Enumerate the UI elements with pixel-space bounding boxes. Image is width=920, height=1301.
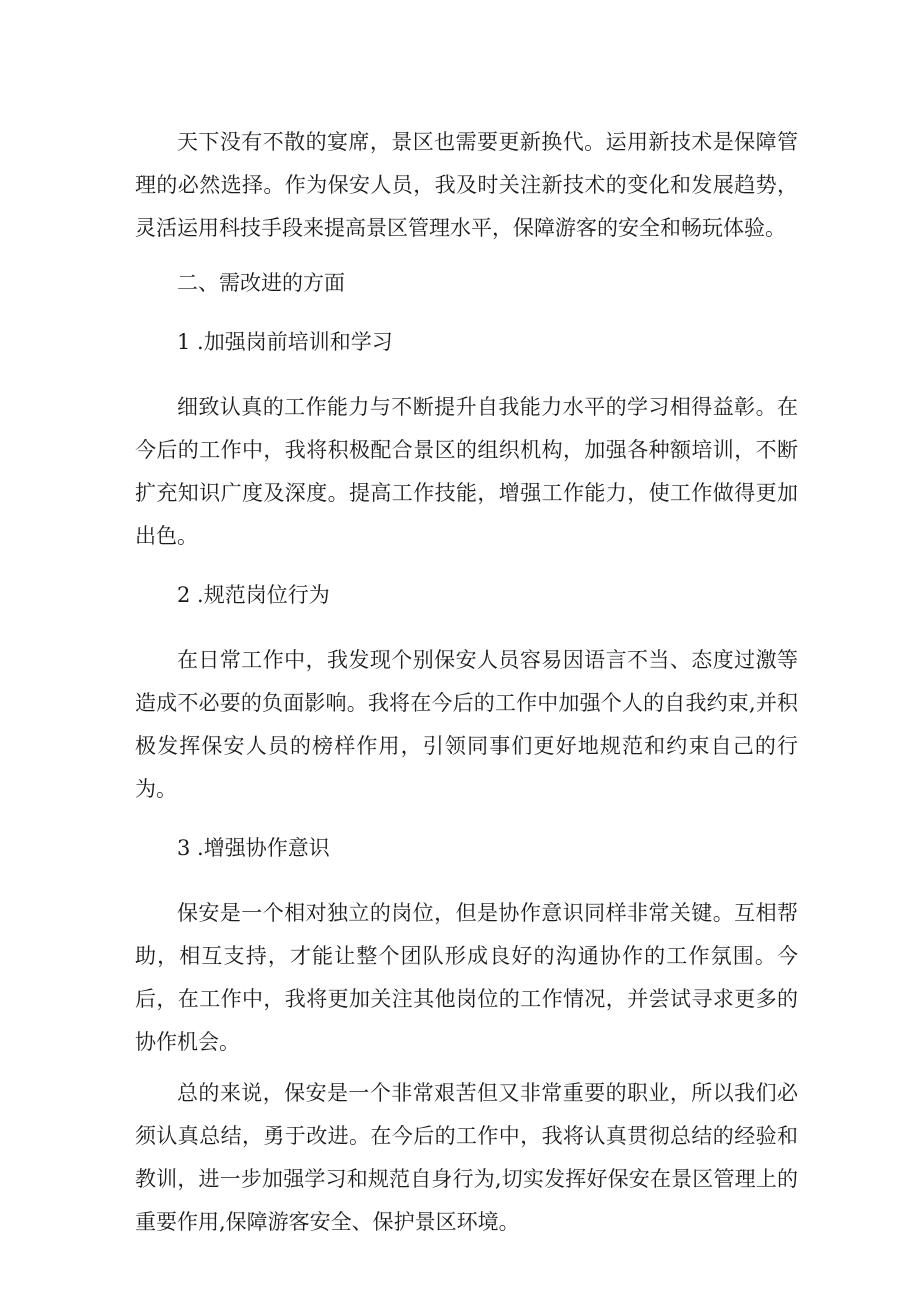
paragraph-new-technology: 天下没有不散的宴席，景区也需要更新换代。运用新技术是保障管理的必然选择。作为保安人员，我及时关注新技术的变化和发展趋势，灵活运用科技手段来提高景区管理水平，保障游客的安全和畅玩体验。 bbox=[135, 130, 798, 240]
section-heading-improvements: 二、需改进的方面 bbox=[177, 271, 345, 295]
subheading-training: 1 .加强岗前培训和学习 bbox=[177, 330, 393, 354]
paragraph-conclusion: 总的来说，保安是一个非常艰苦但又非常重要的职业，所以我们必须认真总结，勇于改进。在今后的工作中，我将认真贯彻总结的经验和教训，进一步加强学习和规范自身行为,切实发挥好保安在景区管理上的重要作用,保障游客安全、保护景区环境。 bbox=[135, 1081, 798, 1234]
subheading-conduct: 2 .规范岗位行为 bbox=[177, 583, 330, 607]
paragraph-training: 细致认真的工作能力与不断提升自我能力水平的学习相得益彰。在今后的工作中，我将积极配合景区的组织机构，加强各种额培训，不断扩充知识广度及深度。提高工作技能，增强工作能力，使工作做得更加出色。 bbox=[135, 395, 798, 548]
subheading-cooperation: 3 .增强协作意识 bbox=[177, 836, 330, 860]
paragraph-cooperation: 保安是一个相对独立的岗位，但是协作意识同样非常关键。互相帮助，相互支持，才能让整个团队形成良好的沟通协作的工作氛围。今后，在工作中，我将更加关注其他岗位的工作情况，并尝试寻求更多的协作机会。 bbox=[135, 901, 798, 1054]
paragraph-conduct: 在日常工作中，我发现个别保安人员容易因语言不当、态度过激等造成不必要的负面影响。我将在今后的工作中加强个人的自我约束,并积极发挥保安人员的榜样作用，引领同事们更好地规范和约束自己的行为。 bbox=[135, 648, 798, 801]
